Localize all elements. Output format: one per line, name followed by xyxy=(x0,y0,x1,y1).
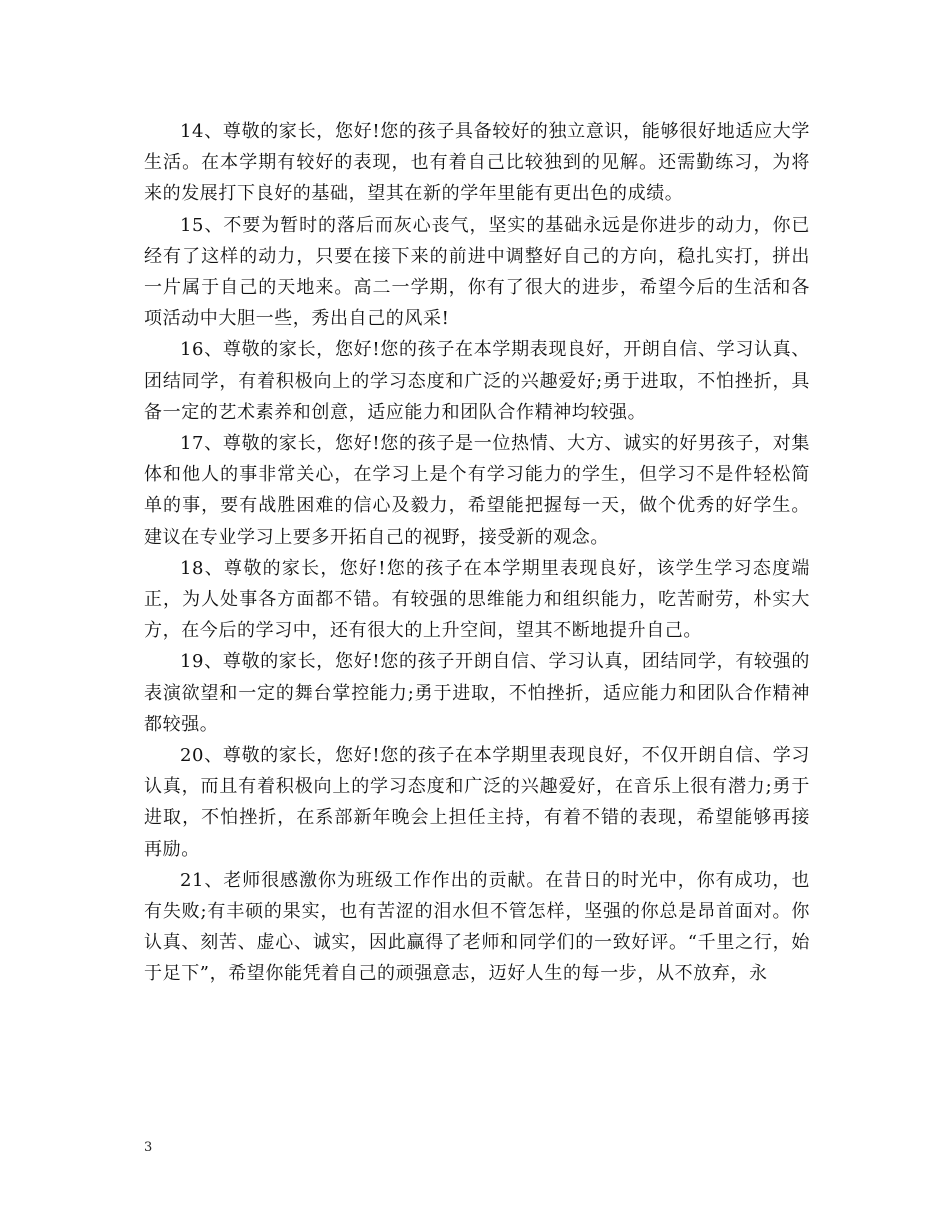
paragraph-21: 21、老师很感激你为班级工作作出的贡献。在昔日的时光中，你有成功，也有失败;有丰硕的果实，也有苦涩的泪水但不管怎样，坚强的你总是昂首面对。你认真、刻苦、虚心、诚实，因此赢得了老师和同学们的一致好评。“千里之行，始于足下”，希望你能凭着自己的顽强意志，迈好人生的每一步，从不放弃，永 xyxy=(144,869,810,985)
paragraph-18: 18、尊敬的家长，您好!您的孩子在本学期里表现良好，该学生学习态度端正，为人处事各方面都不错。有较强的思维能力和组织能力，吃苦耐劳，朴实大方，在今后的学习中，还有很大的上升空间，望其不断地提升自己。 xyxy=(144,557,810,642)
paragraph-14: 14、尊敬的家长，您好!您的孩子具备较好的独立意识，能够很好地适应大学生活。在本学期有较好的表现，也有着自己比较独到的见解。还需勤练习，为将来的发展打下良好的基础，望其在新的学年里能有更出色的成绩。 xyxy=(144,121,810,205)
paragraph-17: 17、尊敬的家长，您好!您的孩子是一位热情、大方、诚实的好男孩子，对集体和他人的事非常关心，在学习上是个有学习能力的学生，但学习不是件轻松简单的事，要有战胜困难的信心及毅力，希望能把握每一天，做个优秀的好学生。建议在专业学习上要多开拓自己的视野，接受新的观念。 xyxy=(144,433,810,548)
page-number: 3 xyxy=(144,1140,153,1155)
paragraph-20: 20、尊敬的家长，您好!您的孩子在本学期里表现良好，不仅开朗自信、学习认真，而且有着积极向上的学习态度和广泛的兴趣爱好，在音乐上很有潜力;勇于进取，不怕挫折，在系部新年晚会上担任主持，有着不错的表现，希望能够再接再励。 xyxy=(144,745,810,860)
paragraph-16: 16、尊敬的家长，您好!您的孩子在本学期表现良好，开朗自信、学习认真、团结同学，有着积极向上的学习态度和广泛的兴趣爱好;勇于进取，不怕挫折，具备一定的艺术素养和创意，适应能力和团队合作精神均较强。 xyxy=(144,339,810,423)
paragraph-15: 15、不要为暂时的落后而灰心丧气，坚实的基础永远是你进步的动力，你已经有了这样的动力，只要在接下来的前进中调整好自己的方向，稳扎实打，拼出一片属于自己的天地来。高二一学期，你有了很大的进步，希望今后的生活和各项活动中大胆一些，秀出自己的风采! xyxy=(144,214,810,330)
document-body xyxy=(144,116,810,990)
paragraph-19: 19、尊敬的家长，您好!您的孩子开朗自信、学习认真，团结同学，有较强的表演欲望和一定的舞台掌控能力;勇于进取，不怕挫折，适应能力和团队合作精神都较强。 xyxy=(144,651,810,735)
